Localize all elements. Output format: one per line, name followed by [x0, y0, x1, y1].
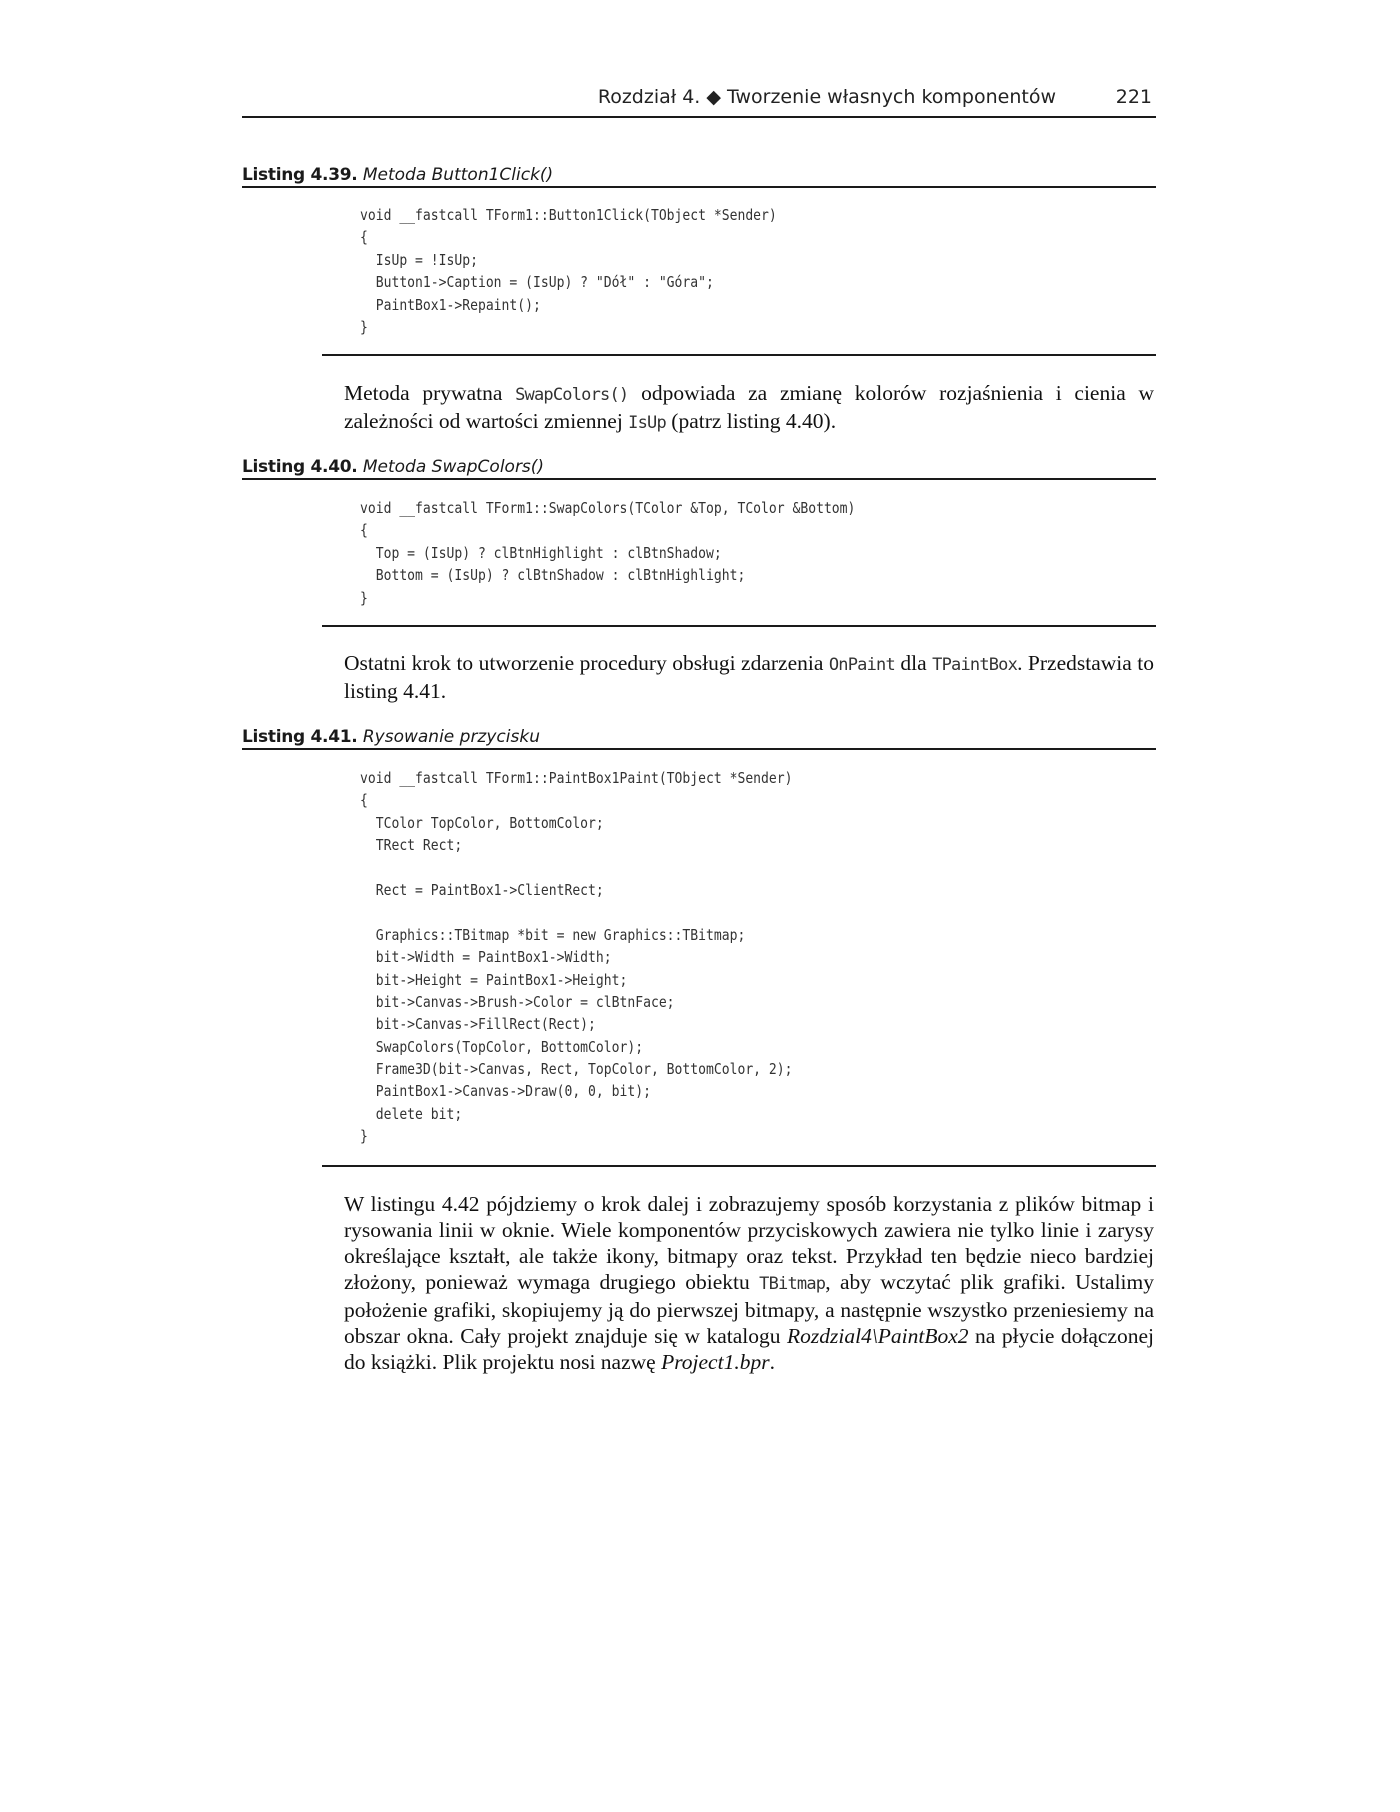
code-line: Frame3D(bit->Canvas, Rect, TopColor, BottomColor, 2);	[360, 1060, 793, 1079]
code-line: PaintBox1->Canvas->Draw(0, 0, bit);	[360, 1082, 651, 1101]
text: W listingu 4.42 pójdziemy o krok dalej i zobrazujemy sposób korzystania z plików bitmap i rysowania linii w oknie. Wiele komponentów przyciskowych zawiera nie tylko linie i zarysy określające kształt, ale także ikony, bitmapy oraz tekst. Przykład ten będzie nieco bardziej złożony, ponieważ wymaga drugiego obiektu	[344, 1192, 1154, 1294]
code-line: PaintBox1->Repaint();	[360, 295, 541, 314]
listing-title: Metoda SwapColors()	[362, 457, 545, 477]
listing-440-end-rule	[322, 625, 1156, 627]
code-line: delete bit;	[360, 1104, 463, 1123]
listing-439-end-rule	[322, 354, 1156, 356]
text: odpowiada za zmianę kolorów rozjaśnienia i cienia w zależności od wartości zmiennej	[344, 381, 1154, 433]
listing-441-code	[360, 767, 1039, 1148]
code-line: bit->Canvas->FillRect(Rect);	[360, 1015, 596, 1034]
text: dla	[894, 651, 933, 675]
code-line: TColor TopColor, BottomColor;	[360, 813, 604, 832]
listing-439-caption	[242, 164, 1156, 188]
code-line: }	[360, 1127, 368, 1146]
code-line: bit->Width = PaintBox1->Width;	[360, 948, 612, 967]
code-line: void __fastcall TForm1::PaintBox1Paint(TObject *Sender)	[360, 769, 793, 787]
code-line: {	[360, 791, 368, 810]
paragraph-onpaint	[344, 650, 1154, 704]
code-line: Graphics::TBitmap *bit = new Graphics::TBitmap;	[360, 925, 746, 944]
text: Metoda prywatna	[344, 381, 516, 405]
listing-number: Listing 4.41.	[242, 727, 358, 747]
inline-code: TPaintBox	[932, 655, 1018, 675]
inline-code: TBitmap	[759, 1274, 826, 1294]
code-line: Rect = PaintBox1->ClientRect;	[360, 880, 604, 899]
inline-code: IsUp	[628, 413, 666, 433]
running-header	[242, 82, 1156, 118]
listing-439-code	[360, 204, 1039, 338]
listing-title: Metoda Button1Click()	[362, 165, 554, 185]
code-line: Bottom = (IsUp) ? clBtnShadow : clBtnHighlight;	[360, 566, 746, 585]
code-line: SwapColors(TopColor, BottomColor);	[360, 1037, 644, 1056]
chapter-title: Rozdział 4. ◆ Tworzenie własnych komponentów	[597, 86, 1056, 108]
text: .	[769, 1350, 775, 1374]
code-line: void __fastcall TForm1::SwapColors(TColor &Top, TColor &Bottom)	[360, 499, 856, 517]
listing-number: Listing 4.39.	[242, 165, 358, 185]
code-line: void __fastcall TForm1::Button1Click(TObject *Sender)	[360, 206, 777, 224]
listing-title: Rysowanie przycisku	[362, 727, 540, 747]
text: na płycie dołączonej do książki. Plik projektu nosi nazwę	[344, 1324, 1154, 1374]
italic-path: Rozdzial4\PaintBox2	[787, 1324, 969, 1348]
text: (patrz listing 4.40).	[665, 409, 837, 433]
italic-filename: Project1.bpr	[661, 1350, 770, 1374]
code-line	[360, 857, 1039, 879]
code-line: }	[360, 317, 368, 336]
code-line: {	[360, 228, 368, 247]
listing-number: Listing 4.40.	[242, 457, 358, 477]
text: Ostatni krok to utworzenie procedury obsługi zdarzenia	[344, 651, 829, 675]
code-line: {	[360, 521, 368, 540]
code-line: Top = (IsUp) ? clBtnHighlight : clBtnShadow;	[360, 543, 722, 562]
page-number: 221	[1115, 86, 1152, 108]
code-line: IsUp = !IsUp;	[360, 250, 478, 269]
inline-code: OnPaint	[828, 655, 895, 675]
code-line: bit->Height = PaintBox1->Height;	[360, 970, 628, 989]
listing-440-caption	[242, 456, 1156, 480]
paragraph-bitmaps	[344, 1191, 1154, 1375]
code-line: Button1->Caption = (IsUp) ? "Dół" : "Góra";	[360, 273, 714, 292]
code-line: bit->Canvas->Brush->Color = clBtnFace;	[360, 992, 675, 1011]
listing-441-caption	[242, 726, 1156, 750]
text: . Przedstawia to listing 4.41.	[344, 651, 1154, 703]
inline-code: SwapColors()	[515, 385, 629, 405]
code-line	[360, 901, 1039, 923]
code-line: TRect Rect;	[360, 836, 463, 855]
code-line: }	[360, 588, 368, 607]
listing-441-end-rule	[322, 1165, 1156, 1167]
listing-440-code	[360, 497, 1039, 609]
text: , aby wczytać plik grafiki. Ustalimy położenie grafiki, skopiujemy ją do pierwszej bitmapy, a następnie wszystko przeniesiemy na obszar okna. Cały projekt znajduje się w katalogu	[344, 1270, 1154, 1348]
paragraph-swapcolors	[344, 380, 1154, 436]
